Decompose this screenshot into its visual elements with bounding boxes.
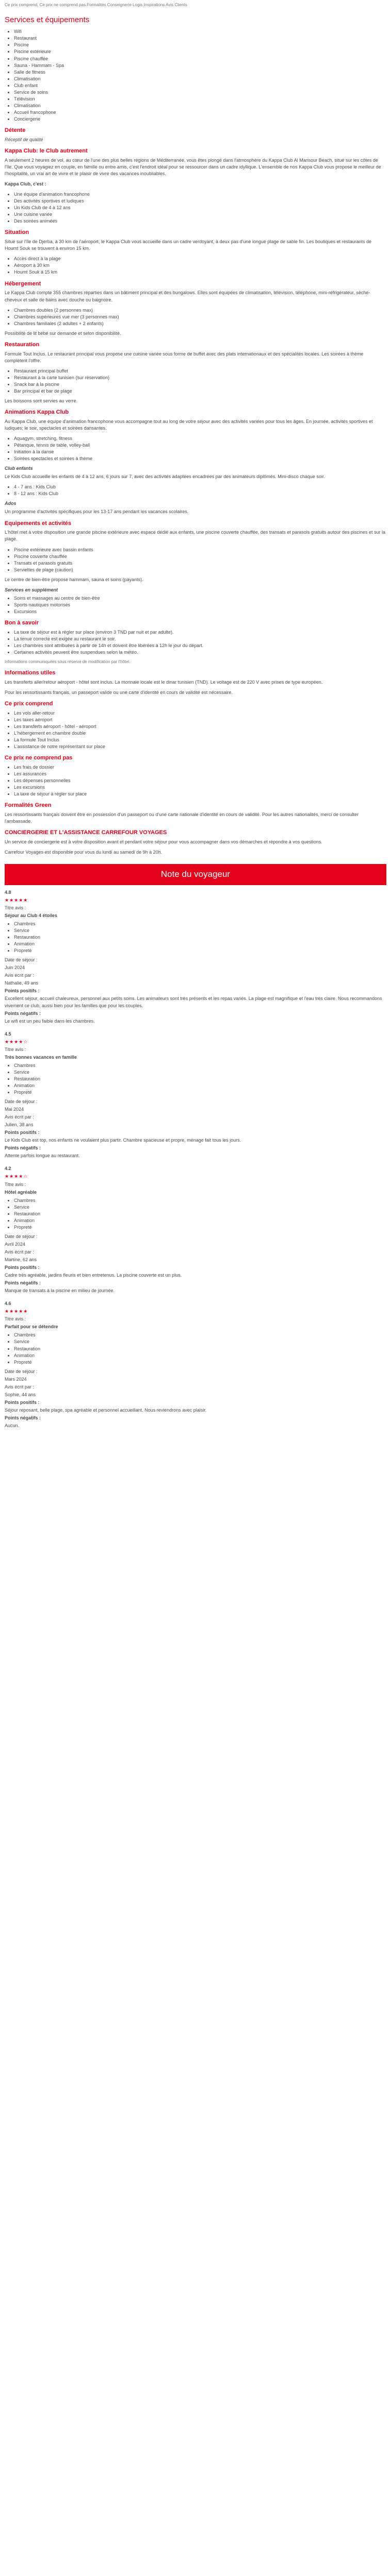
review-card (5, 889, 386, 1025)
review-author: Julien, 38 ans (5, 1122, 34, 1128)
review-stars: ★★★★☆ (5, 1174, 28, 1179)
formalites-paragraph: Les ressortissants français doivent être en possession d'un passeport ou d'une carte nationale d'identité en cours de validité. Pour les autres nationalités, merci de consulter l'ambassade. (5, 812, 359, 824)
restauration-paragraph: Formule Tout Inclus. Le restaurant principal vous propose une cuisine variée sous forme de buffet avec des plats internationaux et des spécialités locales. Les soirées à thème complètent l'offre. (5, 351, 364, 363)
bon-item: • La taxe de séjour est à régler sur place (environ 3 TND par nuit et par adulte). (14, 629, 386, 636)
review-criterion: • Restauration (14, 1076, 386, 1082)
situation-item: • Aéroport à 30 km (14, 262, 386, 269)
hebergement-item: • Chambres supérieures vue mer (3 personnes max) (14, 314, 386, 320)
review-criterion: • Animation (14, 1352, 386, 1359)
inclus-item: • L'assistance de notre représentant sur place (14, 743, 386, 750)
service-item: • Conciergerie (14, 116, 386, 123)
review-negative: Le wifi est un peu faible dans les chambres. (5, 1018, 95, 1024)
services-list (5, 28, 386, 123)
service-item: • Climatisation (14, 103, 386, 109)
club-item: • Une équipe d'animation francophone (14, 191, 386, 198)
reviews-header: Note du voyageur (5, 864, 386, 885)
review-criterion: • Propreté (14, 947, 386, 954)
service-item: • Restaurant (14, 35, 386, 42)
review-title-label: Titre avis : (5, 1181, 26, 1187)
inclus-item: • Les vols aller-retour (14, 710, 386, 717)
review-title: Hôtel agréable (5, 1189, 37, 1195)
service-item: • Accueil francophone (14, 109, 386, 116)
club-list (5, 191, 386, 225)
service-item: • Piscine chauffée (14, 56, 386, 62)
review-author-label: Avis écrit par : (5, 1384, 34, 1389)
review-date-label: Date de séjour : (5, 1233, 38, 1239)
reviews-list (5, 889, 386, 1429)
review-negative: Aucun. (5, 1422, 20, 1428)
review-criterion: • Service (14, 1069, 386, 1076)
restauration-note: Les boissons sont servies au verre. (5, 398, 78, 403)
review-author: Sophie, 44 ans (5, 1392, 36, 1397)
review-rating: 4.6 (5, 1301, 11, 1307)
service-item: • Club enfant (14, 82, 386, 89)
review-positive-label: Points positifs : (5, 988, 40, 994)
review-negative: Attente parfois longue au restaurant. (5, 1153, 80, 1159)
review-author: Nathalie, 49 ans (5, 980, 39, 986)
club-item: • Une cuisine variée (14, 211, 386, 218)
review-criterion: • Propreté (14, 1089, 386, 1096)
equipements-title: Equipements et activités (5, 520, 71, 527)
conciergerie-p2: Carrefour Voyages est disponible pour vous du lundi au samedi de 9h à 20h. (5, 850, 162, 855)
service-item: • Wifi (14, 28, 386, 35)
equipements-note: Le centre de bien-être propose hammam, sauna et soins (payants). (5, 577, 143, 582)
non-inclus-item: • Les frais de dossier (14, 764, 386, 771)
review-positive: Séjour reposant, belle plage, spa agréable et personnel accueillant. Nous reviendrons avec plaisir. (5, 1407, 207, 1413)
restauration-item: • Restaurant à la carte tunisien (sur réservation) (14, 375, 386, 381)
review-positive-label: Points positifs : (5, 1130, 40, 1136)
situation-item: • Houmt Souk à 15 km (14, 269, 386, 276)
bon-item: • Certaines activités peuvent être suspendues selon la météo. (14, 649, 386, 656)
relaxation-sub: Réceptif de qualité (5, 137, 43, 142)
review-criterion: • Chambres (14, 1197, 386, 1204)
review-date-label: Date de séjour : (5, 1099, 38, 1105)
review-positive: Excellent séjour, accueil chaleureux, personnel aux petits soins. Les animateurs sont très présents et les repas variés. La plage est magnifique et l'eau très claire. Nous recommandons vivement ce club, aussi bien pour les familles que pour les couples. (5, 996, 382, 1008)
review-criterion: • Restauration (14, 1346, 386, 1352)
review-card (5, 1165, 386, 1294)
inclus-item: • L'hébergement en chambre double (14, 730, 386, 737)
review-rating: 4.5 (5, 1031, 11, 1037)
animation-item: • Pétanque, tennis de table, volley-ball (14, 442, 386, 449)
review-positive-label: Points positifs : (5, 1265, 40, 1270)
review-rating: 4.2 (5, 1166, 11, 1172)
situation-list (5, 256, 386, 276)
spa-item: • Excursions (14, 608, 386, 615)
situation-title: Situation (5, 229, 29, 236)
intro-text: Ce prix comprend, Ce prix ne comprend pas Formalités Conseignerie Logis Inspirations Avis Clients (5, 3, 187, 7)
bon-item: • Les chambres sont attribuées à partir de 14h et doivent être libérées à 12h le jour du départ. (14, 642, 386, 649)
relaxation-title: Détente (5, 127, 26, 133)
situation-paragraph: Situé sur l'île de Djerba, à 30 km de l'aéroport, le Kappa Club vous accueille dans un cadre verdoyant, à deux pas d'une longue plage de sable fin. Les boutiques et restaurants de Houmt Souk se trouvent à environ 15 km. (5, 239, 372, 251)
review-criterion: • Propreté (14, 1224, 386, 1231)
service-item: • Sauna - Hammam - Spa (14, 62, 386, 69)
club-item: • Un Kids Club de 4 à 12 ans (14, 205, 386, 211)
kids-paragraph: Le Kids Club accueille les enfants de 4 à 12 ans, 6 jours sur 7, avec des activités adaptées encadrées par des animateurs diplômés. Mini-disco chaque soir. (5, 474, 325, 480)
hebergement-list (5, 307, 386, 327)
conciergerie-title: CONCIERGERIE ET L'ASSISTANCE CARREFOUR VOYAGES (5, 829, 167, 836)
hebergement-item: • Chambres doubles (2 personnes max) (14, 307, 386, 314)
review-criterion: • Animation (14, 1082, 386, 1089)
review-criteria (5, 1062, 386, 1096)
bon-note: Informations communiquées sous réserve de modification par l'hôtel. (5, 659, 131, 665)
review-author-label: Avis écrit par : (5, 973, 34, 978)
inclus-title: Ce prix comprend (5, 700, 53, 707)
review-criterion: • Restauration (14, 934, 386, 941)
restauration-item: • Snack bar à la piscine (14, 381, 386, 388)
conciergerie-p1: Un service de conciergerie est à votre disposition avant et pendant votre séjour pour vous accompagner dans vos démarches et répondre à vos questions. (5, 839, 322, 845)
restauration-list (5, 368, 386, 395)
informations-p1: Les transferts aller/retour aéroport - hôtel sont inclus. La monnaie locale est le dinar tunisien (TND). Le voltage est de 220 V avec prises de type européen. (5, 679, 323, 685)
restauration-item: • Bar principal et bar de plage (14, 388, 386, 395)
review-title-label: Titre avis : (5, 905, 26, 910)
inclus-item: • Les taxes aéroport (14, 717, 386, 723)
animations-title: Animations Kappa Club (5, 409, 69, 415)
review-date: Juin 2024 (5, 965, 25, 971)
service-item: • Climatisation (14, 76, 386, 82)
review-negative-label: Points négatifs : (5, 1010, 41, 1016)
review-criterion: • Propreté (14, 1359, 386, 1366)
kids-title: Club enfants (5, 466, 33, 471)
hebergement-item: • Chambres familiales (2 adultes + 2 enfants) (14, 320, 386, 327)
teens-paragraph: Un programme d'activités spécifiques pour les 13-17 ans pendant les vacances scolaires. (5, 509, 189, 515)
spa-item: • Sports nautiques motorisés (14, 602, 386, 608)
service-item: • Salle de fitness (14, 69, 386, 76)
review-rating: 4.8 (5, 889, 11, 895)
review-positive: Cadre très agréable, jardins fleuris et bien entretenus. La piscine couverte est un plus. (5, 1273, 182, 1278)
review-negative-label: Points négatifs : (5, 1280, 41, 1286)
kids-item: • 8 - 12 ans : Kids Club (14, 490, 386, 497)
review-criterion: • Chambres (14, 921, 386, 927)
review-date: Mars 2024 (5, 1376, 27, 1382)
review-card (5, 1031, 386, 1160)
review-date-label: Date de séjour : (5, 1368, 38, 1374)
bon-title: Bon à savoir (5, 619, 39, 626)
service-item: • Service de soins (14, 89, 386, 96)
equipement-item: • Serviettes de plage (caution) (14, 567, 386, 573)
review-title: Parfait pour se détendre (5, 1324, 58, 1330)
non-inclus-item: • Les excursions (14, 784, 386, 791)
animations-paragraph: Au Kappa Club, une équipe d'animation francophone vous accompagne tout au long de votre séjour avec des activités variées pour tous les âges. En journée, activités sportives et ludiques; le soir, spectacles et soirées dansantes. (5, 418, 373, 431)
hebergement-title: Hébergement (5, 280, 41, 287)
inclus-item: • La formule Tout Inclus (14, 737, 386, 743)
review-author: Martine, 62 ans (5, 1257, 37, 1262)
hebergement-note: Possibilité de lit bébé sur demande et selon disponibilité. (5, 330, 121, 336)
review-title-label: Titre avis : (5, 1046, 26, 1052)
review-criterion: • Chambres (14, 1332, 386, 1338)
teens-title: Ados (5, 501, 17, 506)
review-negative-label: Points négatifs : (5, 1415, 41, 1420)
review-criterion: • Service (14, 927, 386, 934)
review-criterion: • Service (14, 1204, 386, 1211)
bon-list (5, 629, 386, 656)
spa-list (5, 595, 386, 615)
review-criterion: • Service (14, 1338, 386, 1345)
review-title: Séjour au Club 4 étoiles (5, 912, 58, 918)
club-item: • Des activités sportives et ludiques (14, 198, 386, 205)
review-positive-label: Points positifs : (5, 1399, 40, 1405)
review-title: Très bonnes vacances en famille (5, 1054, 77, 1060)
review-criteria (5, 1197, 386, 1231)
service-item: • Piscine extérieure (14, 48, 386, 55)
review-criterion: • Chambres (14, 1062, 386, 1069)
review-negative-label: Points négatifs : (5, 1145, 41, 1151)
review-date: Avril 2024 (5, 1241, 25, 1247)
non-inclus-item: • La taxe de séjour à régler sur place (14, 791, 386, 798)
restauration-item: • Restaurant principal buffet (14, 368, 386, 375)
review-positive: Le Kids Club est top, nos enfants ne voulaient plus partir. Chambre spacieuse et propre, ménage fait tous les jours. (5, 1138, 241, 1143)
formalites-title: Formalités Green (5, 802, 52, 809)
situation-item: • Accès direct à la plage (14, 256, 386, 262)
non-inclus-item: • Les dépenses personnelles (14, 777, 386, 784)
service-item: • Télévision (14, 96, 386, 103)
review-stars: ★★★★☆ (5, 1039, 28, 1044)
non-inclus-title: Ce prix ne comprend pas (5, 754, 73, 761)
equipements-list (5, 547, 386, 573)
services-title: Services et équipements (5, 15, 90, 24)
review-negative: Manque de transats à la piscine en milieu de journée. (5, 1288, 115, 1294)
review-criterion: • Restauration (14, 1211, 386, 1217)
animation-item: • Initiation à la danse (14, 449, 386, 455)
review-card (5, 1300, 386, 1429)
spa-title: Services en supplément (5, 587, 58, 592)
review-author-label: Avis écrit par : (5, 1249, 34, 1255)
equipements-paragraph: L'hôtel met à votre disposition une grande piscine extérieure avec espace dédié aux enfants, une piscine couverte chauffée, des transats et parasols gratuits autour des piscines et sur la plage. (5, 530, 385, 542)
informations-title: Informations utiles (5, 669, 56, 676)
equipement-item: • Transats et parasols gratuits (14, 560, 386, 567)
equipement-item: • Piscine extérieure avec bassin enfants (14, 547, 386, 553)
review-stars: ★★★★★ (5, 1309, 28, 1314)
restauration-title: Restauration (5, 341, 40, 348)
equipement-item: • Piscine couverte chauffée (14, 553, 386, 560)
animation-item: • Aquagym, stretching, fitness (14, 435, 386, 442)
animation-item: • Soirées spectacles et soirées à thème (14, 455, 386, 462)
inclus-item: • Les transferts aéroport - hôtel - aéroport (14, 723, 386, 730)
review-criteria (5, 921, 386, 954)
non-inclus-list (5, 764, 386, 798)
hebergement-paragraph: Le Kappa Club compte 355 chambres réparties dans un bâtiment principal et des bungalows. Elles sont équipées de climatisation, télévision, téléphone, mini-réfrigérateur, sèche-cheveux et salle de bains avec douche ou baignoire. (5, 290, 370, 302)
club-title: Kappa Club: le Club autrement (5, 147, 88, 154)
review-date-label: Date de séjour : (5, 957, 38, 963)
kids-item: • 4 - 7 ans : Kids Club (14, 484, 386, 490)
spa-item: • Soins et massages au centre de bien-être (14, 595, 386, 602)
review-criterion: • Animation (14, 1217, 386, 1224)
bon-item: • La tenue correcte est exigée au restaurant le soir. (14, 636, 386, 642)
service-item: • Piscine (14, 42, 386, 48)
review-criterion: • Animation (14, 941, 386, 947)
review-stars: ★★★★★ (5, 897, 28, 903)
club-paragraph: A seulement 2 heures de vol, au cœur de l'une des plus belles régions de Méditerranée, vous êtes plongé dans l'atmosphère du Kappa Club Al Mansour Beach, situé sur les côtes de l'île. Que vous voyagiez en couple, en famille ou entre amis, c'est l'endroit idéal pour se ressourcer dans un cadre idyllique. L'ensemble de nos Kappa Club vous propose le meilleur de l'hospitalité, un vrai art de vivre et le plaisir de vivre des vacances inoubliables. (5, 157, 381, 177)
review-author-label: Avis écrit par : (5, 1114, 34, 1120)
club-item: • Des soirées animées (14, 218, 386, 225)
inclus-list (5, 710, 386, 750)
informations-p2: Pour les ressortissants français, un passeport valide ou une carte d'identité en cours de validité est nécessaire. (5, 689, 233, 695)
animations-list (5, 435, 386, 462)
review-criteria (5, 1332, 386, 1365)
review-title-label: Titre avis : (5, 1316, 26, 1322)
club-label: Kappa Club, c'est : (5, 181, 46, 187)
kids-list (5, 484, 386, 497)
review-date: Mai 2024 (5, 1107, 24, 1112)
non-inclus-item: • Les assurances (14, 771, 386, 777)
